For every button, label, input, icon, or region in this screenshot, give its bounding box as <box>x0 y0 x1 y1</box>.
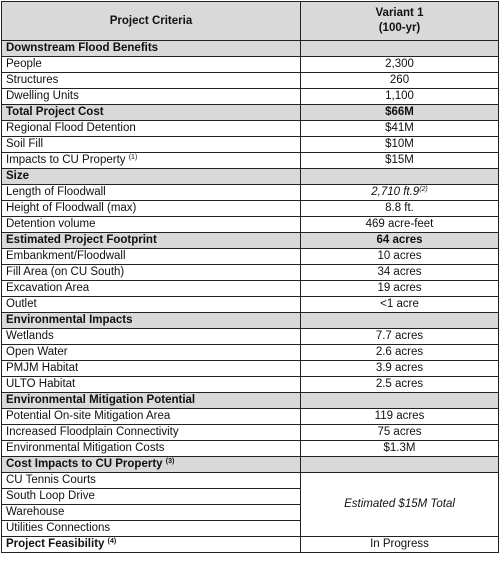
variant-value-cell <box>301 377 499 393</box>
footnote-marker: (1) <box>128 154 138 161</box>
variant-value-cell <box>301 393 499 409</box>
variant-value-cell <box>301 89 499 105</box>
cu-total-value: Estimated $15M Total <box>344 498 455 510</box>
table-row <box>2 73 499 89</box>
variant-value: 3.9 acres <box>375 362 424 374</box>
criteria-label-cell <box>2 281 301 297</box>
criteria-label: Impacts to CU Property <box>6 154 126 166</box>
variant-value: 2,300 <box>385 58 414 70</box>
criteria-label: Excavation Area <box>6 282 90 294</box>
section-label-cell <box>2 169 301 185</box>
criteria-label: Project Feasibility <box>6 538 105 550</box>
variant-value-cell <box>301 233 499 249</box>
variant-value: 8.8 ft. <box>385 202 414 214</box>
criteria-label-cell <box>2 505 301 521</box>
criteria-label: Total Project Cost <box>6 106 104 118</box>
criteria-label-cell <box>2 441 301 457</box>
criteria-label: Open Water <box>6 346 68 358</box>
section-label-cell <box>2 233 301 249</box>
criteria-label: Downstream Flood Benefits <box>6 42 159 54</box>
variant-value: 469 acre-feet <box>365 218 434 230</box>
table-row <box>2 345 499 361</box>
criteria-label: Warehouse <box>6 506 65 518</box>
variant-value-cell <box>301 185 499 201</box>
table-row <box>2 153 499 169</box>
criteria-label: South Loop Drive <box>6 490 95 502</box>
criteria-label: Potential On-site Mitigation Area <box>6 410 171 422</box>
variant-value-cell <box>301 265 499 281</box>
criteria-label-cell <box>2 361 301 377</box>
cu-total-value-cell <box>301 473 499 537</box>
variant-value-cell <box>301 361 499 377</box>
criteria-label-cell <box>2 265 301 281</box>
section-label-cell <box>2 313 301 329</box>
section-row <box>2 105 499 121</box>
table-row <box>2 89 499 105</box>
footnote-marker: (2) <box>419 186 428 193</box>
header-variant <box>301 2 499 41</box>
variant-value-cell <box>301 281 499 297</box>
criteria-label: Utilities Connections <box>6 522 111 534</box>
criteria-label: Increased Floodplain Connectivity <box>6 426 179 438</box>
criteria-label: Outlet <box>6 298 37 310</box>
variant-value: 260 <box>389 74 410 86</box>
criteria-label: Cost Impacts to CU Property <box>6 458 163 470</box>
criteria-label: PMJM Habitat <box>6 362 79 374</box>
criteria-label: Size <box>6 170 30 182</box>
table-row <box>2 137 499 153</box>
variant-value-cell <box>301 457 499 473</box>
variant-value: 75 acres <box>377 426 422 438</box>
variant-value-cell <box>301 313 499 329</box>
variant-value: 119 acres <box>374 410 425 422</box>
variant-value: 2,710 ft.9 <box>371 186 420 198</box>
header-variant-return-period: (100-yr) <box>378 22 421 34</box>
variant-value: 10 acres <box>377 250 422 262</box>
variant-value-cell <box>301 425 499 441</box>
criteria-label-cell <box>2 521 301 537</box>
criteria-label: Estimated Project Footprint <box>6 234 157 246</box>
footnote-marker: (4) <box>107 538 117 545</box>
criteria-label: Soil Fill <box>6 138 44 150</box>
criteria-label-cell <box>2 217 301 233</box>
section-row <box>2 41 499 57</box>
criteria-label-cell <box>2 345 301 361</box>
criteria-label-cell <box>2 297 301 313</box>
section-label-cell <box>2 457 301 473</box>
section-label-cell <box>2 41 301 57</box>
criteria-label: Environmental Impacts <box>6 314 133 326</box>
criteria-label: CU Tennis Courts <box>6 474 96 486</box>
criteria-label-cell <box>2 377 301 393</box>
criteria-label: ULTO Habitat <box>6 378 76 390</box>
table-header-row <box>2 2 499 41</box>
table-row <box>2 185 499 201</box>
table-row <box>2 281 499 297</box>
variant-value: 2.5 acres <box>375 378 424 390</box>
criteria-label: Height of Floodwall (max) <box>6 202 137 214</box>
table-row <box>2 473 499 489</box>
criteria-label: Detention volume <box>6 218 96 230</box>
variant-value-cell <box>301 57 499 73</box>
criteria-label-cell <box>2 537 301 553</box>
criteria-label-cell <box>2 153 301 169</box>
header-variant-name: Variant 1 <box>375 7 424 19</box>
criteria-label: Environmental Mitigation Costs <box>6 442 165 454</box>
criteria-label: Wetlands <box>6 330 54 342</box>
section-row <box>2 313 499 329</box>
table-row <box>2 57 499 73</box>
table-row <box>2 537 499 553</box>
variant-value: $41M <box>385 122 414 134</box>
section-row <box>2 169 499 185</box>
table-row <box>2 217 499 233</box>
criteria-label-cell <box>2 409 301 425</box>
variant-value-cell <box>301 137 499 153</box>
section-label-cell <box>2 105 301 121</box>
criteria-label: Length of Floodwall <box>6 186 106 198</box>
variant-value: 19 acres <box>377 282 422 294</box>
variant-value: In Progress <box>370 538 429 550</box>
criteria-label-cell <box>2 249 301 265</box>
table-row <box>2 441 499 457</box>
table-row <box>2 409 499 425</box>
variant-value-cell <box>301 441 499 457</box>
criteria-label-cell <box>2 137 301 153</box>
criteria-label-cell <box>2 425 301 441</box>
criteria-label-cell <box>2 57 301 73</box>
variant-value-cell <box>301 409 499 425</box>
variant-value-cell <box>301 297 499 313</box>
criteria-label: Regional Flood Detention <box>6 122 136 134</box>
table-row <box>2 121 499 137</box>
table-body <box>2 41 499 553</box>
table-row <box>2 377 499 393</box>
criteria-label: Dwelling Units <box>6 90 79 102</box>
variant-value-cell <box>301 153 499 169</box>
table-row <box>2 361 499 377</box>
variant-value: 7.7 acres <box>375 330 424 342</box>
variant-value-cell <box>301 121 499 137</box>
criteria-label: People <box>6 58 42 70</box>
section-row <box>2 393 499 409</box>
table-row <box>2 425 499 441</box>
criteria-label: Environmental Mitigation Potential <box>6 394 196 406</box>
variant-value: 64 acres <box>376 234 423 246</box>
criteria-label: Embankment/Floodwall <box>6 250 126 262</box>
variant-value-cell <box>301 41 499 57</box>
variant-value: $15M <box>385 154 414 166</box>
variant-value: $66M <box>385 106 414 118</box>
variant-value: $1.3M <box>383 442 416 454</box>
variant-value: 2.6 acres <box>375 346 424 358</box>
criteria-label-cell <box>2 201 301 217</box>
section-row <box>2 233 499 249</box>
criteria-label-cell <box>2 121 301 137</box>
variant-value: 1,100 <box>385 90 414 102</box>
criteria-label-cell <box>2 89 301 105</box>
criteria-label-cell <box>2 329 301 345</box>
table-row <box>2 265 499 281</box>
variant-value: <1 acre <box>380 298 419 310</box>
table-row <box>2 201 499 217</box>
table-row <box>2 249 499 265</box>
variant-value-cell <box>301 201 499 217</box>
variant-value: $10M <box>385 138 414 150</box>
variant-value-cell <box>301 217 499 233</box>
variant-value-cell <box>301 73 499 89</box>
variant-value-cell <box>301 105 499 121</box>
criteria-label-cell <box>2 473 301 489</box>
table-row <box>2 297 499 313</box>
variant-value-cell <box>301 249 499 265</box>
footnote-marker: (3) <box>165 458 175 465</box>
variant-value-cell <box>301 345 499 361</box>
variant-value-cell <box>301 537 499 553</box>
variant-value-cell <box>301 329 499 345</box>
variant-value: 34 acres <box>377 266 422 278</box>
criteria-label: Structures <box>6 74 59 86</box>
criteria-label: Fill Area (on CU South) <box>6 266 125 278</box>
criteria-label-cell <box>2 73 301 89</box>
table-row <box>2 329 499 345</box>
criteria-table-container <box>1 1 498 581</box>
variant-value-cell <box>301 169 499 185</box>
project-criteria-table <box>1 1 499 553</box>
header-project-criteria: Project Criteria <box>2 2 301 41</box>
criteria-label-cell <box>2 489 301 505</box>
section-row <box>2 457 499 473</box>
criteria-label-cell <box>2 185 301 201</box>
section-label-cell <box>2 393 301 409</box>
